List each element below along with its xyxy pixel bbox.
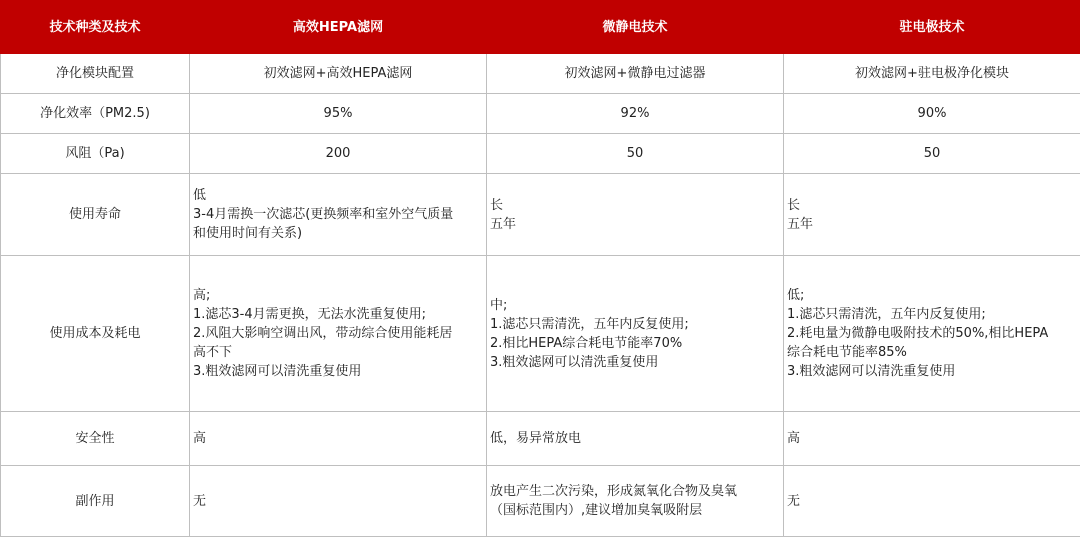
cell-micro-electrostatic: 低，易异常放电 [487,412,784,466]
cell-line: 3-4月需换一次滤芯(更换频率和室外空气质量 [193,205,483,224]
cell-line: 无 [787,492,1077,511]
header-electret: 驻电极技术 [784,1,1080,54]
cell-line: （国标范围内）,建议增加臭氧吸附层 [490,501,780,520]
row-config [1,54,1080,94]
cell-electret [784,174,1080,256]
cell-line: 低 [193,186,483,205]
cell-micro-electrostatic [487,256,784,412]
cell-line: 3.粗效滤网可以清洗重复使用 [787,362,1077,381]
cell-line: 长 [787,196,1077,215]
cell-micro-electrostatic [487,174,784,256]
cell-electret: 高 [784,412,1080,466]
header-row [1,1,1080,54]
cell-line: 五年 [490,215,780,234]
row-label: 安全性 [1,412,190,466]
cell-line: 3.粗效滤网可以清洗重复使用 [193,362,483,381]
cell-line: 低; [787,286,1077,305]
cell-line: 中; [490,296,780,315]
cell-line: 1.滤芯只需清洗，五年内反复使用; [490,315,780,334]
cell-line: 2.相比HEPA综合耗电节能率70% [490,334,780,353]
row-safety [1,412,1080,466]
cell-hepa: 高 [190,412,487,466]
cell-hepa [190,174,487,256]
cell-line: 放电产生二次污染，形成氮氧化合物及臭氧 [490,482,780,501]
cell-line: 1.滤芯只需清洗，五年内反复使用; [787,305,1077,324]
row-efficiency [1,94,1080,134]
cell-line: 2.耗电量为微静电吸附技术的50%,相比HEPA [787,324,1077,343]
cell-hepa: 200 [190,134,487,174]
row-label: 使用成本及耗电 [1,256,190,412]
cell-micro-electrostatic [487,466,784,537]
cell-electret [784,466,1080,537]
row-lifespan [1,174,1080,256]
row-label: 使用寿命 [1,174,190,256]
cell-line: 综合耗电节能率85% [787,343,1077,362]
row-side-effects [1,466,1080,537]
cell-line: 无 [193,492,483,511]
cell-electret: 50 [784,134,1080,174]
cell-hepa [190,466,487,537]
row-resistance [1,134,1080,174]
cell-line: 3.粗效滤网可以清洗重复使用 [490,353,780,372]
cell-line: 2.风阻大影响空调出风，带动综合使用能耗居 [193,324,483,343]
cell-micro-electrostatic: 92% [487,94,784,134]
cell-line: 1.滤芯3-4月需更换，无法水洗重复使用; [193,305,483,324]
row-label: 净化模块配置 [1,54,190,94]
cell-electret [784,256,1080,412]
cell-micro-electrostatic: 初效滤网+微静电过滤器 [487,54,784,94]
header-category: 技术种类及技术 [1,1,190,54]
header-hepa: 高效HEPA滤网 [190,1,487,54]
cell-line: 五年 [787,215,1077,234]
row-label: 副作用 [1,466,190,537]
cell-electret: 初效滤网+驻电极净化模块 [784,54,1080,94]
cell-hepa: 初效滤网+高效HEPA滤网 [190,54,487,94]
cell-line: 长 [490,196,780,215]
cell-electret: 90% [784,94,1080,134]
cell-line: 高不下 [193,343,483,362]
row-cost [1,256,1080,412]
row-label: 净化效率（PM2.5) [1,94,190,134]
cell-line: 高; [193,286,483,305]
cell-hepa: 95% [190,94,487,134]
cell-micro-electrostatic: 50 [487,134,784,174]
cell-line: 和使用时间有关系) [193,224,483,243]
row-label: 风阻（Pa) [1,134,190,174]
cell-hepa [190,256,487,412]
header-micro-electrostatic: 微静电技术 [487,1,784,54]
